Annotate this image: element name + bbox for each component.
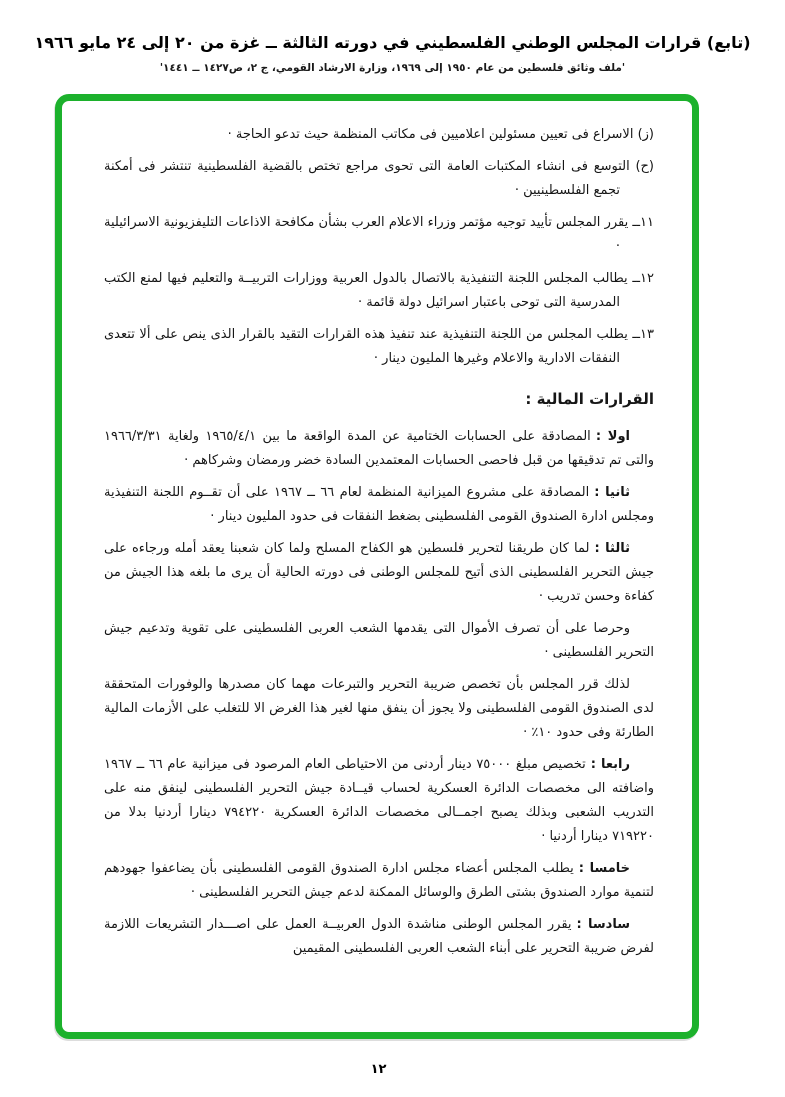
item-text: المصادقة على الحسابات الختامية عن المدة الواقعة ما بين ١٩٦٥/٤/١ ولغاية ١٩٦٦/٣/٣١ والتى تم تدقيقها من قبل فاحصى الحسابات المعتمدين السادة خضر ورمضان وشركاهم · bbox=[104, 429, 654, 468]
highlight-frame bbox=[55, 94, 699, 1039]
financial-item-third-resolution bbox=[104, 673, 654, 745]
item-text: المصادقة على مشروع الميزانية المنظمة لعام ٦٦ ــ ١٩٦٧ على أن تقــوم اللجنة التنفيذية ومجلس ادارة الصندوق القومى الفلسطينى بضغط النفقات فى حدود المليون دينار · bbox=[104, 485, 654, 524]
source-citation: 'ملف وثائق فلسطين من عام ١٩٥٠ إلى ١٩٦٩، وزارة الارشاد القومي، ج ٢، ص١٤٢٧ ــ ١٤٤١' bbox=[159, 62, 626, 74]
item-lead: خامسا : bbox=[578, 861, 630, 876]
page-header bbox=[0, 32, 785, 74]
item-lead: ثانيا : bbox=[594, 485, 631, 500]
item-text: تخصيص مبلغ ٧٥٠٠٠ دينار أردنى من الاحتياطى العام المرصود فى ميزانية عام ٦٦ ــ ١٩٦٧ واضافته الى مخصصات الدائرة العسكرية لحساب قيــادة جيش التحرير الفلسطينى لينفق منه على التدريب الشعبى وبذلك يصبح اجمــالى مخصصات الدائرة العسكرية ٧٩٤٢٢٠ دينارا أردنيا بدلا من ٧١٩٢٢٠ دينارا أردنيا · bbox=[104, 757, 654, 844]
financial-item-fifth bbox=[104, 857, 654, 905]
item-text: لذلك قرر المجلس بأن تخصص ضريبة التحرير والتبرعات مهما كان مصدرها والوفورات المتحققة لدى الصندوق القومى الفلسطينى ولا يجوز أن ينفق منها لغير هذا الغرض الا للتغلب على الأزمات المالية الطارئة وفى حدود ١٠٪ · bbox=[104, 677, 654, 740]
item-lead: ثالثا : bbox=[594, 541, 630, 556]
resolution-13: ١٣ــ يطلب المجلس من اللجنة التنفيذية عند تنفيذ هذه القرارات التقيد بالقرار الذى ينص على ألا تتعدى النفقات الادارية والاعلام وغيرها المليون دينار · bbox=[104, 327, 654, 366]
item-text: يقرر المجلس الوطنى مناشدة الدول العربيــة العمل على اصـــدار التشريعات اللازمة لفرض ضريبة التحرير على أبناء الشعب العربى الفلسطينى المقيمين bbox=[104, 917, 654, 956]
item-lead: سادسا : bbox=[576, 917, 630, 932]
page-number: ١٢ bbox=[370, 1062, 387, 1077]
financial-item-first bbox=[104, 425, 654, 473]
item-lead: رابعا : bbox=[590, 757, 630, 772]
resolution-12: ١٢ــ يطالب المجلس اللجنة التنفيذية بالاتصال بالدول العربية ووزارات التربيــة والتعليم فيها لمنع الكتب المدرسية التى توحى باعتبار اسرائيل دولة قائمة · bbox=[104, 271, 654, 310]
document-title: (تابع) قرارات المجلس الوطني الفلسطيني في دورته الثالثة ــ غزة من ٢٠ إلى ٢٤ مايو ١٩٦٦ bbox=[34, 33, 751, 52]
item-text: وحرصا على أن تصرف الأموال التى يقدمها الشعب العربى الفلسطينى على تقوية وتدعيم جيش التحرير الفلسطينى · bbox=[104, 621, 654, 660]
clause-h: (ح) التوسع فى انشاء المكتبات العامة التى تحوى مراجع تختص بالقضية الفلسطينية تنتشر فى أمكنة تجمع الفلسطينيين · bbox=[104, 159, 654, 198]
financial-item-second bbox=[104, 481, 654, 529]
item-text: لما كان طريقنا لتحرير فلسطين هو الكفاح المسلح ولما كان شعبنا يعقد أمله ورجاءه على جيش التحرير الفلسطينى الذى أتيح للمجلس الوطنى فى دورته الحالية أن يرى ما بلغه هذا الجيش من كفاءة وحسن تدريب · bbox=[104, 541, 654, 604]
item-text: يطلب المجلس أعضاء مجلس ادارة الصندوق القومى الفلسطينى بأن يضاعفوا جهودهم لتنمية موارد الصندوق بشتى الطرق والوسائل الممكنة لدعم جيش التحرير الفلسطينى · bbox=[104, 861, 654, 900]
clause-z: (ز) الاسراع فى تعيين مسئولين اعلاميين فى مكاتب المنظمة حيث تدعو الحاجة · bbox=[227, 127, 654, 142]
financial-item-third-continuation bbox=[104, 617, 654, 665]
item-lead: اولا : bbox=[595, 429, 630, 444]
financial-resolutions-heading: القرارات المالية : bbox=[525, 390, 654, 408]
financial-item-third bbox=[104, 537, 654, 609]
financial-item-fourth bbox=[104, 753, 654, 849]
document-body bbox=[62, 101, 692, 1032]
financial-item-sixth bbox=[104, 913, 654, 961]
resolution-11: ١١ــ يقرر المجلس تأييد توجيه مؤتمر وزراء الاعلام العرب بشأن مكافحة الاذاعات التليفزيونية الاسرائيلية · bbox=[104, 215, 654, 254]
